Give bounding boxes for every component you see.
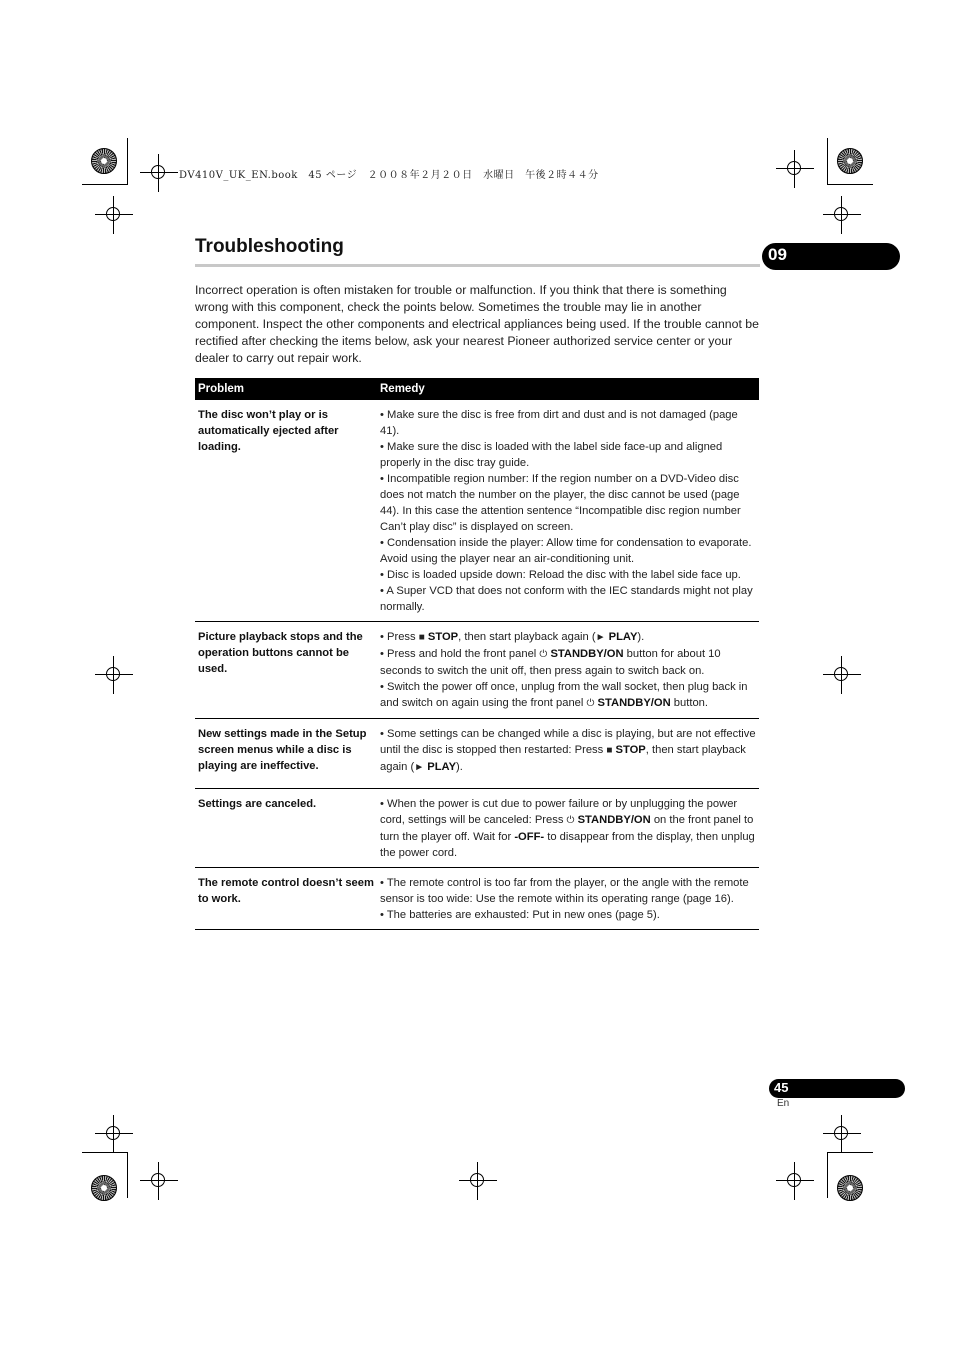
page-title: Troubleshooting [195,236,344,257]
table-row [195,622,759,719]
registration-crosshair-icon [834,667,848,681]
chapter-number: 09 [768,245,787,264]
registration-crosshair-icon [470,1173,484,1187]
problem-cell: The disc won’t play or is automatically ejected after loading. [195,400,377,622]
table-row [195,400,759,622]
remedy-item: • Disc is loaded upside down: Reload the disc with the label side face up. [380,569,741,581]
registration-crosshair-icon [151,1173,165,1187]
standby-label: STANDBY/ON [597,697,671,709]
intro-paragraph: Incorrect operation is often mistaken for trouble or malfunction. If you think that there is something wrong with this component, check the points below. Sometimes the trouble may lie in another component. Inspect the other components and electrical appliances being used. If the trouble cannot be rectified after checking the items below, ask your nearest Pioneer authorized service center or your dealer to carry out repair work. [195,283,759,365]
registration-crosshair-icon [787,161,801,175]
remedy-cell [377,789,759,868]
standby-label: STANDBY/ON [550,648,624,660]
chapter-tab [762,243,900,270]
remedy-item: • Some settings can be changed while a disc is playing, but are not effective until the disc is stopped then restarted: Press ■ STOP, then start playback again (► PLAY). [380,728,756,773]
title-rule [195,264,760,267]
remedy-item: • Make sure the disc is free from dirt and dust and is not damaged (page 41). [380,409,738,437]
language-code: En [777,1098,790,1109]
play-icon: ► [414,762,425,773]
registration-rosette-icon [91,1175,117,1201]
remedy-item: • Make sure the disc is loaded with the label side face-up and aligned properly in the disc tray guide. [380,441,723,469]
registration-crosshair-icon [834,207,848,221]
remedy-cell [377,719,759,789]
registration-rosette-icon [837,148,863,174]
remedy-item: • A Super VCD that does not conform with the IEC standards might not play normally. [380,585,753,613]
play-label: PLAY [608,631,638,643]
problem-cell: New settings made in the Setup screen menus while a disc is playing are ineffective. [195,719,377,789]
off-indicator: -OFF- [514,831,545,843]
remedy-item: • The batteries are exhausted: Put in new ones (page 5). [380,909,660,921]
registration-crosshair-icon [834,1126,848,1140]
remedy-cell [377,400,759,622]
remedy-item: • When the power is cut due to power failure or by unplugging the power cord, settings will be canceled: Press ⏻ STANDBY/ON on the front panel to turn the player off. Wait for -OFF- to disappear from the display, then unplug the power cord. [380,798,755,859]
page-number-tab [769,1079,905,1098]
table-row [195,868,759,930]
table-row [195,789,759,868]
remedy-item: • Switch the power off once, unplug from the wall socket, then plug back in and switch on again using the front panel ⏻ STANDBY/ON button. [380,681,748,709]
power-icon: ⏻ [566,815,575,826]
remedy-cell [377,868,759,930]
registration-crosshair-icon [151,165,165,179]
print-header-line: DV410V_UK_EN.book 45 ページ ２００８年２月２０日 水曜日 午後２時４４分 [179,170,599,181]
stop-label: STOP [615,744,646,756]
remedy-item: • The remote control is too far from the player, or the angle with the remote sensor is too wide: Use the remote within its operating range (page 16). [380,877,749,905]
registration-crosshair-icon [106,1126,120,1140]
registration-rosette-icon [837,1175,863,1201]
remedy-item: • Condensation inside the player: Allow time for condensation to evaporate. Avoid using the player near an air-conditioning unit. [380,537,752,565]
registration-crosshair-icon [106,667,120,681]
power-icon: ⏻ [539,649,548,660]
power-icon: ⏻ [586,698,595,709]
registration-rosette-icon [91,148,117,174]
standby-label: STANDBY/ON [577,814,651,826]
problem-cell: Picture playback stops and the operation buttons cannot be used. [195,622,377,719]
remedy-item: • Press ■ STOP, then start playback again (► PLAY). [380,631,645,643]
table-row [195,719,759,789]
troubleshooting-table [195,378,759,930]
problem-cell: The remote control doesn’t seem to work. [195,868,377,930]
remedy-item: • Press and hold the front panel ⏻ STANDBY/ON button for about 10 seconds to switch the unit off, then press again to switch back on. [380,648,721,677]
column-header-remedy: Remedy [377,378,759,400]
page-number: 45 [774,1080,789,1095]
remedy-cell [377,622,759,719]
registration-crosshair-icon [787,1173,801,1187]
table-header-row [195,378,759,400]
stop-icon: ■ [418,632,425,643]
problem-cell: Settings are canceled. [195,789,377,868]
play-label: PLAY [427,761,457,773]
remedy-item: • Incompatible region number: If the region number on a DVD-Video disc does not match the number on the player, the disc cannot be used (page 44). In this case the attention sentence “Incompatible disc region number Can’t play disc” is displayed on screen. [380,473,741,533]
column-header-problem: Problem [195,378,377,400]
registration-crosshair-icon [106,207,120,221]
play-icon: ► [595,632,606,643]
stop-label: STOP [427,631,459,643]
stop-icon: ■ [606,745,613,756]
